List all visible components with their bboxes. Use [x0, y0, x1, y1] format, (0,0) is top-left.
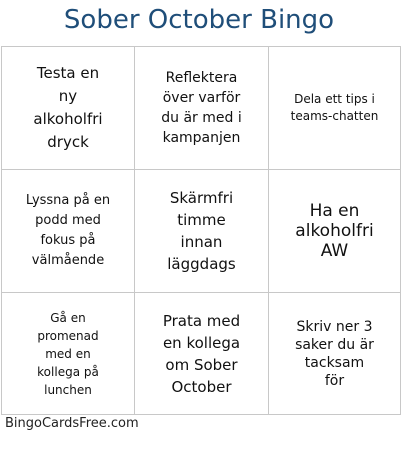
page-title: Sober October Bingo — [63, 5, 335, 35]
bingo-cell-text: Testa en ny alkoholfri dryck — [33, 64, 103, 151]
bingo-cell-text: Prata med en kollega om Sober October — [162, 311, 241, 396]
bingo-cell-text: Ha en alkoholfri AW — [295, 201, 374, 261]
bingo-cell[interactable] — [269, 47, 400, 170]
bingo-cell-text: Dela ett tips i teams-chatten — [290, 92, 379, 123]
bingo-cell[interactable] — [2, 170, 135, 293]
bingo-cell[interactable] — [269, 293, 400, 414]
bingo-cell[interactable] — [135, 293, 269, 414]
bingo-cell[interactable] — [135, 170, 269, 293]
bingo-cell[interactable] — [2, 293, 135, 414]
bingo-cell-text: Lyssna på en podd med fokus på välmående — [25, 193, 111, 268]
bingo-cell[interactable] — [269, 170, 400, 293]
bingo-cell-text: Skärmfri timme innan läggdags — [167, 189, 236, 273]
bingo-cell[interactable] — [2, 47, 135, 170]
bingo-cell-text: Reflektera över varför du är med i kampanjen — [161, 70, 242, 146]
bingo-cell-text: Skriv ner 3 saker du är tacksam för — [295, 318, 374, 389]
bingo-cell[interactable] — [135, 47, 269, 170]
footer-credit: BingoCardsFree.com — [5, 416, 139, 431]
bingo-card — [1, 46, 401, 415]
bingo-cell-text: Gå en promenad med en kollega på lunchen — [37, 310, 99, 397]
